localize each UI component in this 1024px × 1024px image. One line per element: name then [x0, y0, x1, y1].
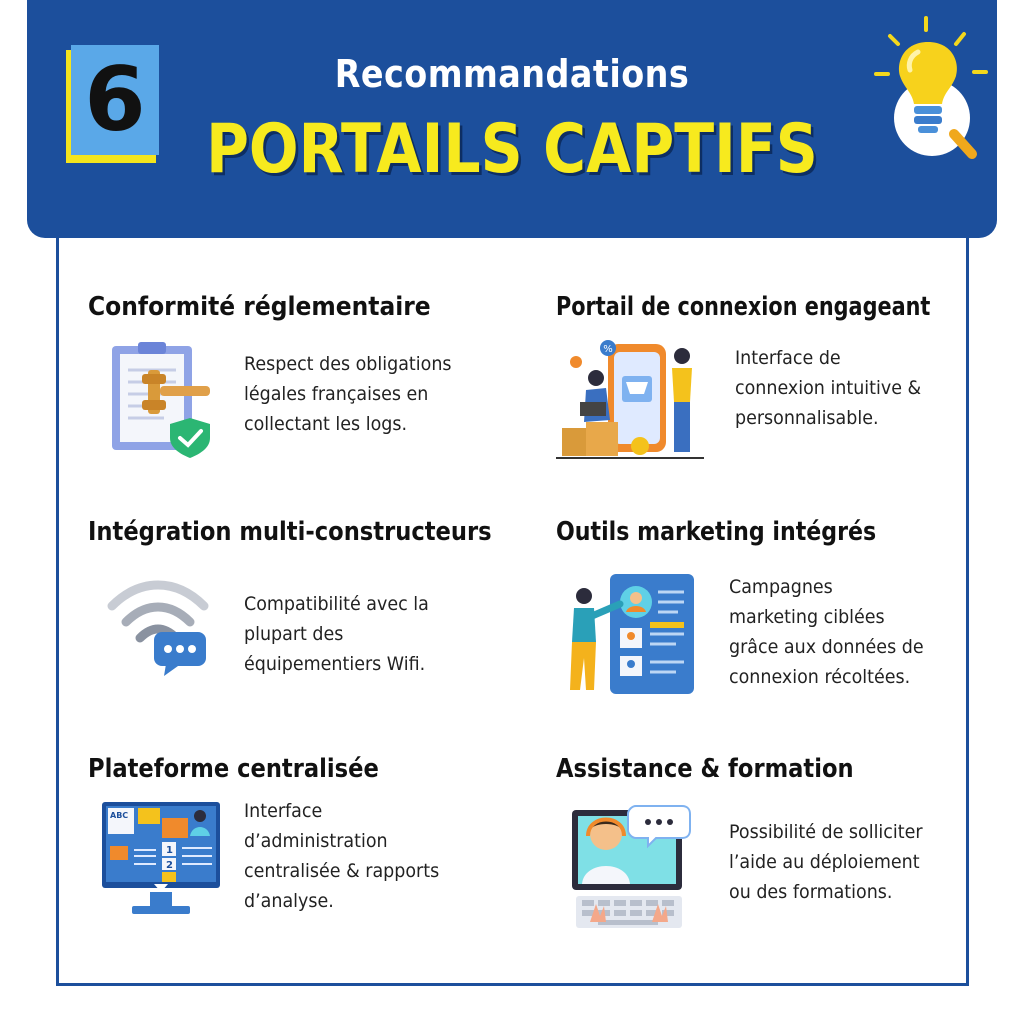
badge-number: 6: [84, 48, 146, 151]
profile-dashboard-icon: [560, 572, 698, 698]
section-description: Possibilité de solliciter l’aide au déploiement ou des formations.: [729, 821, 923, 903]
section-description: Campagnes marketing ciblées grâce aux données de connexion récoltées.: [729, 576, 924, 688]
section-title: Intégration multi-constructeurs: [88, 517, 492, 547]
monitor-dashboard-icon: [100, 800, 222, 920]
section-title: Conformité réglementaire: [88, 292, 431, 322]
svg-text:2: 2: [166, 860, 173, 871]
support-agent-icon: [570, 800, 694, 932]
svg-text:ABC: ABC: [110, 811, 129, 820]
section-title: Outils marketing intégrés: [556, 517, 877, 547]
page-title: PORTAILS CAPTIFS: [206, 110, 818, 189]
section-title: Assistance & formation: [556, 754, 854, 784]
section-description: Compatibilité avec la plupart des équipementiers Wifi.: [244, 593, 429, 675]
wifi-chat-icon: [106, 574, 210, 676]
section-description: Respect des obligations légales françaises en collectant les logs.: [244, 353, 452, 435]
svg-text:%: %: [603, 344, 613, 355]
lightbulb-icon: [868, 14, 992, 164]
section-description: Interface de connexion intuitive & personnalisable.: [735, 347, 922, 429]
clipboard-gavel-icon: [104, 340, 216, 460]
svg-text:1: 1: [166, 845, 173, 856]
page-subtitle: Recommandations: [334, 52, 690, 96]
section-title: Plateforme centralisée: [88, 754, 379, 784]
section-description: Interface d’administration centralisée & rapports d’analyse.: [244, 800, 440, 912]
mobile-shopping-icon: [556, 340, 704, 462]
section-title: Portail de connexion engageant: [556, 292, 931, 322]
